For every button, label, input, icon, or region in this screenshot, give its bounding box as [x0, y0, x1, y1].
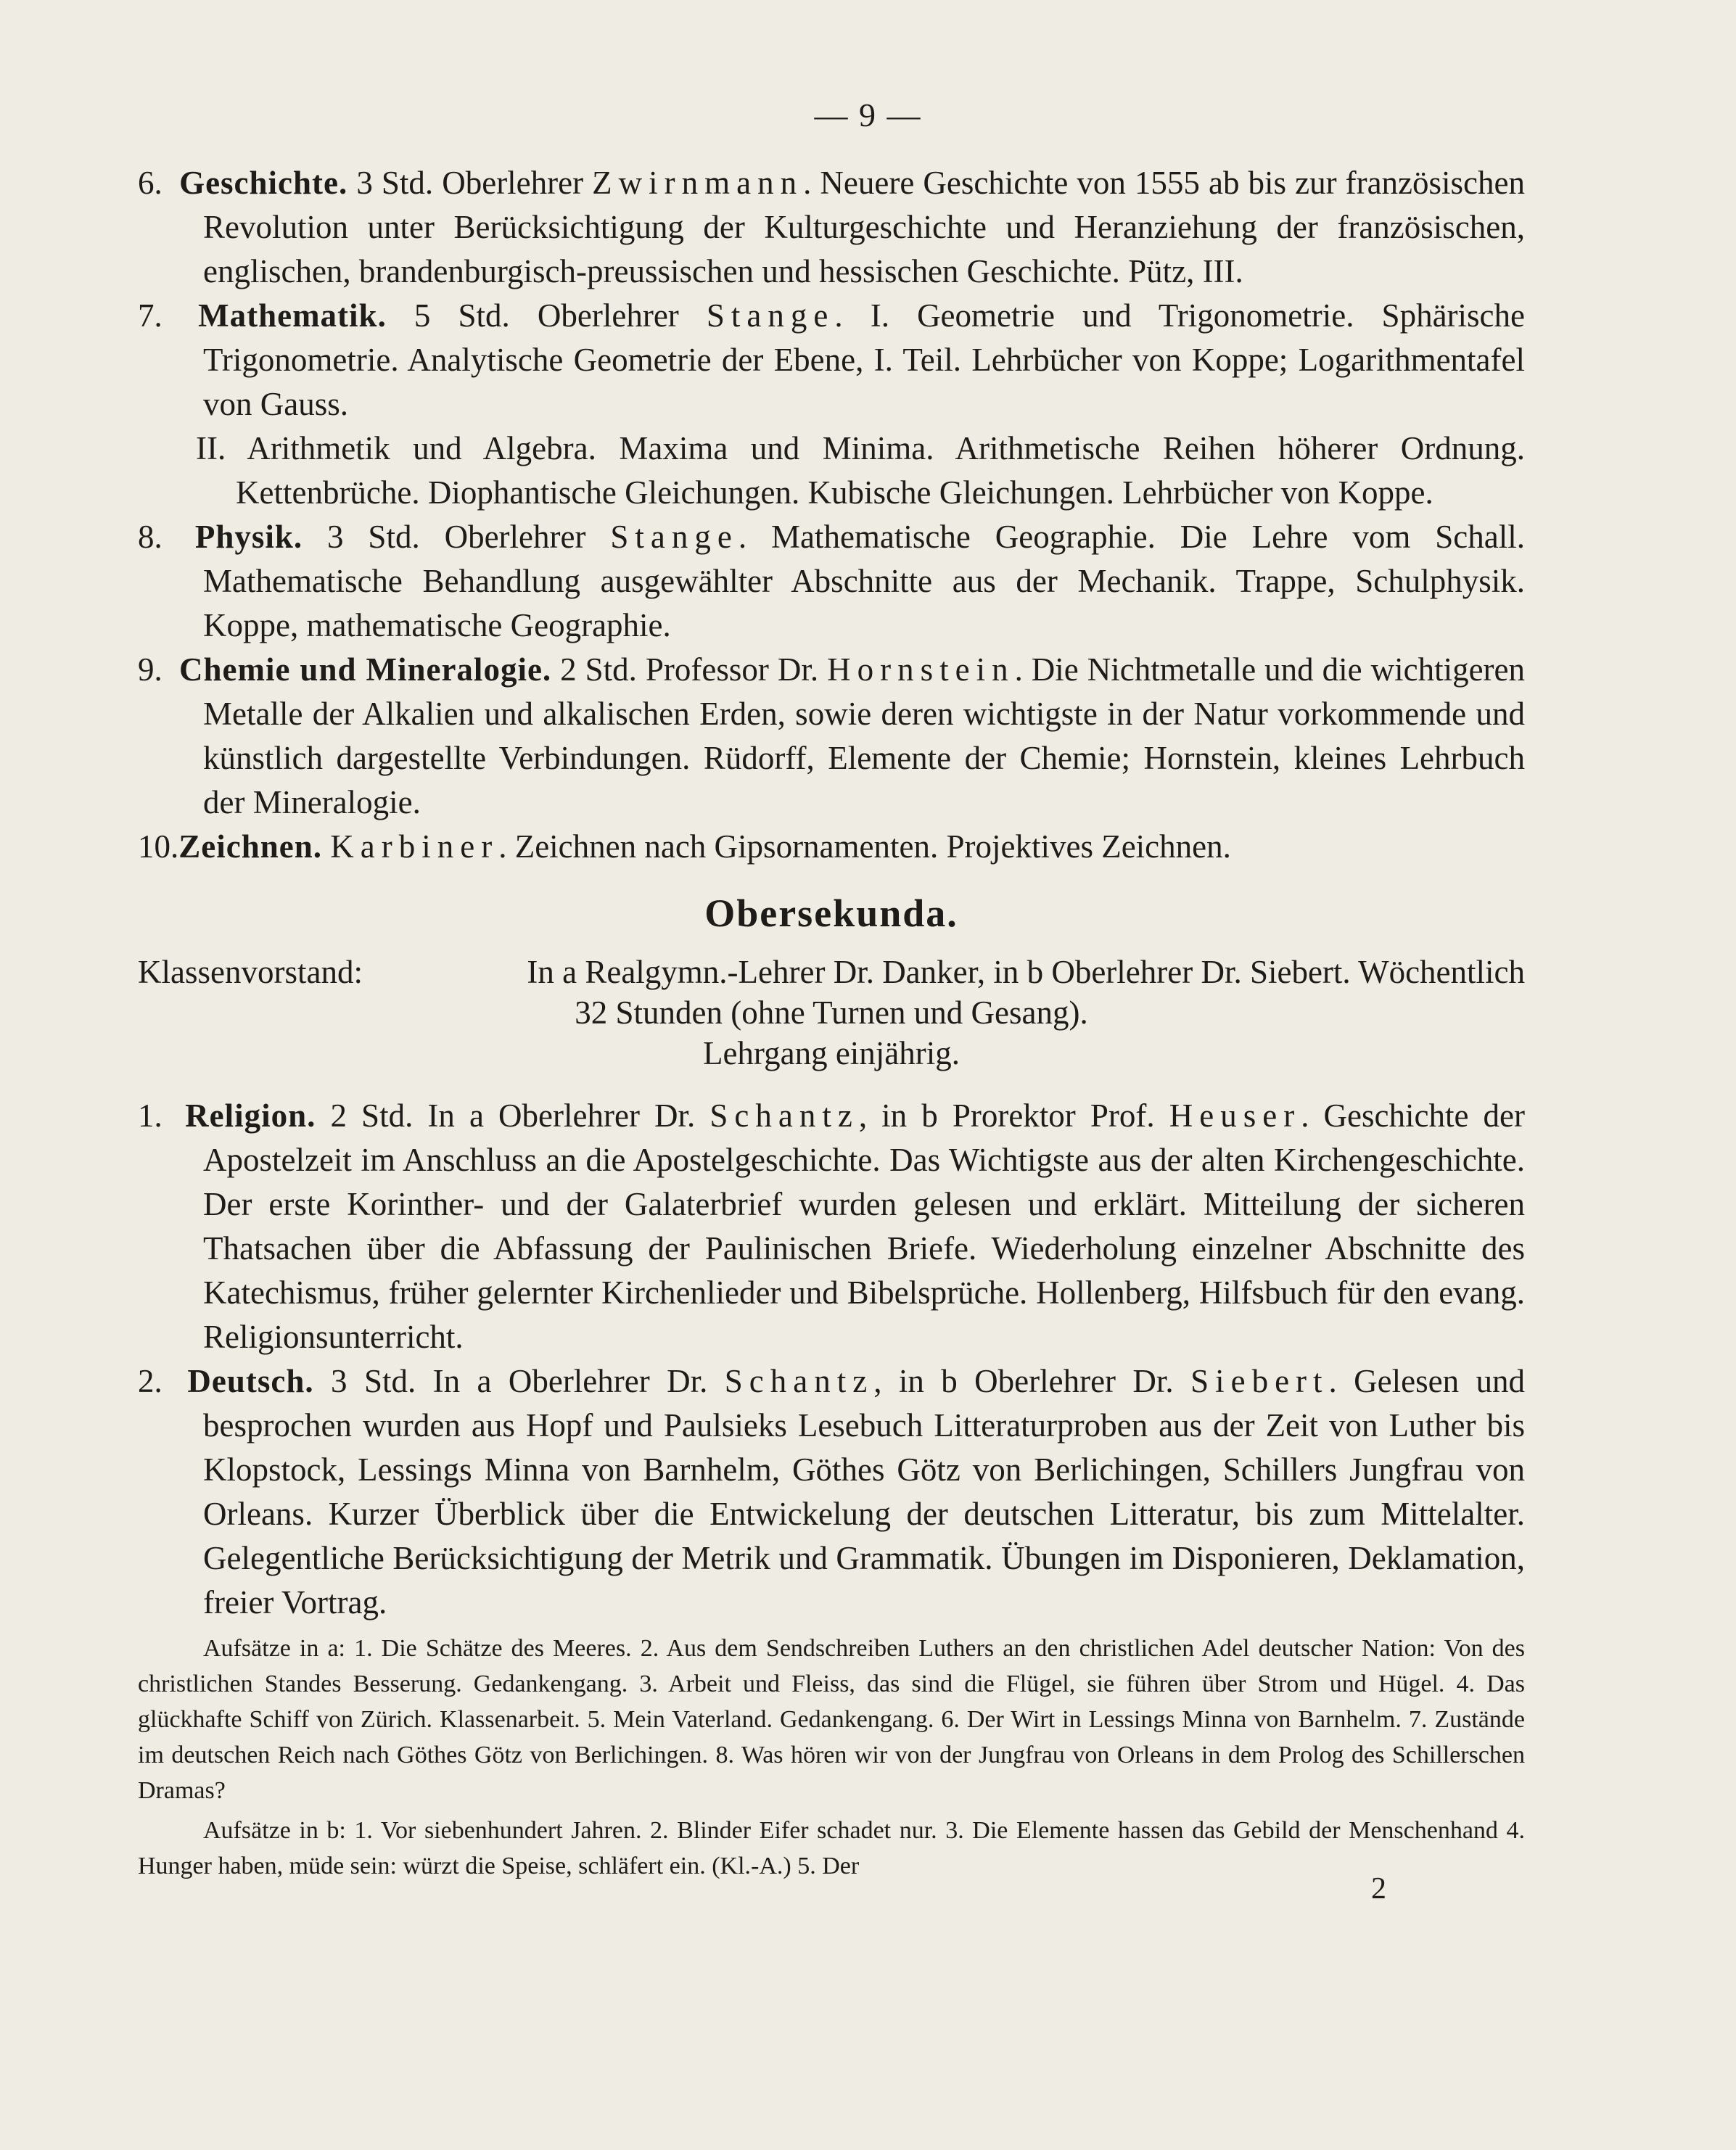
aufsaetze-a-note: Aufsätze in a: 1. Die Schätze des Meeres. 2. Aus dem Sendschreiben Luthers an den christlichen Adel deutscher Nation: Von des christlichen Standes Besserung. Gedankengang. 3. Arbeit und Fleiss, das sind die Flügel, sie führen über Strom und Hügel. 4. Das glückhafte Schiff von Zürich. Klassenarbeit. 5. Mein Vaterland. Gedankengang. 6. Der Wirt in Lessings Minna von Barnhelm. 7. Zustände im deutschen Reich nach Göthes Götz von Berlichingen. 8. Was hören wir von der Jungfrau von Orleans in dem Prolog des Schillerschen Dramas?: [138, 1635, 1525, 1804]
entry-text: 5 Std. Oberlehrer: [386, 297, 707, 334]
entry-text: , in b Prorektor Prof.: [858, 1097, 1169, 1134]
entry-number: 10.: [138, 828, 179, 865]
teacher-name: Karbiner: [330, 828, 499, 865]
teacher-name: Stange: [706, 297, 835, 334]
aufsaetze-b-note: Aufsätze in b: 1. Vor siebenhundert Jahren. 2. Blinder Eifer schadet nur. 3. Die Elemente hassen das Gebild der Menschenhand 4. Hunger haben, müde sein: würzt die Speise, schläfert ein. (Kl.-A.) 5. Der: [138, 1817, 1525, 1879]
klassenvorstand-text: In a Realgymn.-Lehrer Dr. Danker, in b Oberlehrer Dr. Siebert. Wöchentlich: [527, 954, 1525, 990]
entry-text: . Mathematische Geographie. Die Lehre vom Schall. Mathematische Behandlung ausgewählter Abschnitte aus der Mechanik. Trappe, Schulphysik. Koppe, mathematische Geographie.: [203, 519, 1525, 643]
entry-deutsch: [138, 1359, 1525, 1625]
entry-subject: Physik.: [194, 519, 303, 555]
entry-subject: Deutsch.: [187, 1363, 314, 1399]
section-heading: Obersekunda.: [704, 891, 958, 935]
lehrgang-line: Lehrgang einjährig.: [702, 1035, 960, 1071]
teacher-name: Heuser: [1169, 1097, 1301, 1134]
entry-text: . Gelesen und besprochen wurden aus Hopf und Paulsieks Lesebuch Litteraturproben aus der Zeit von Luther bis Klopstock, Lessings Minna von Barnhelm, Göthes Götz von Berlichingen, Schillers Jungfrau von Orleans. Kurzer Überblick über die Entwickelung der deutschen Litteratur, bis zum Mittelalter. Gelegentliche Berücksichtigung der Metrik und Grammatik. Übungen im Disponieren, Deklamation, freier Vortrag.: [203, 1363, 1525, 1620]
entry-number: 2.: [138, 1363, 163, 1399]
entry-subject: Religion.: [185, 1097, 316, 1134]
entry-religion: [138, 1094, 1525, 1359]
entry-text: . Die Nichtmetalle und die wichtigeren Metalle der Alkalien und alkalischen Erden, sowie deren wichtigste in der Natur vorkommende und künstlich dargestellte Verbindungen. Rüdorff, Elemente der Chemie; Hornstein, kleines Lehrbuch der Mineralogie.: [203, 651, 1526, 820]
entry-subject: Mathematik.: [198, 297, 387, 334]
entry-geschichte: [138, 161, 1525, 294]
entry-number: 1.: [138, 1097, 163, 1134]
klassenvorstand-line: [138, 952, 1525, 992]
teacher-name: Siebert: [1190, 1363, 1329, 1399]
entry-number: 6.: [138, 165, 163, 201]
entry-text: 3 Std. Oberlehrer: [347, 165, 593, 201]
teacher-name: Stange: [610, 519, 739, 555]
entry-text: II. Arithmetik und Algebra. Maxima und Minima. Arithmetische Reihen höherer Ordnung. Kettenbrüche. Diophantische Gleichungen. Kubische Gleichungen. Lehrbücher von Koppe.: [196, 430, 1525, 511]
entry-chemie: [138, 648, 1525, 825]
klassenvorstand-label: Klassenvorstand:: [138, 954, 363, 990]
entry-mathematik-part2: [138, 427, 1525, 515]
entry-text: . Geschichte der Apostelzeit im Anschluss an die Apostelgeschichte. Das Wichtigste aus der alten Kirchengeschichte. Der erste Korinther- und der Galaterbrief wurden gelesen und erklärt. Mitteilung der sicheren Thatsachen über die Abfassung der Paulinischen Briefe. Wiederholung einzelner Abschnitte des Katechismus, früher gelernter Kirchenlieder und Bibelsprüche. Hollenberg, Hilfsbuch für den evang. Religionsunterricht.: [203, 1097, 1525, 1355]
entry-zeichnen: [138, 825, 1525, 869]
page-number: — 9 —: [814, 96, 922, 133]
entry-subject: Chemie und Mineralogie.: [178, 651, 552, 688]
entry-text: . Zeichnen nach Gipsornamenten. Projektives Zeichnen.: [498, 828, 1231, 865]
stunden-line: 32 Stunden (ohne Turnen und Gesang).: [575, 994, 1088, 1031]
signature-mark: 2: [1371, 1872, 1386, 1906]
entry-number: 8.: [138, 519, 163, 555]
entry-text: 2 Std. Professor Dr.: [551, 651, 828, 688]
entry-text: . Neuere Geschichte von 1555 ab bis zur französischen Revolution unter Berücksichtigung der Kulturgeschichte und Heranziehung der französischen, englischen, brandenburgisch-preussischen und hessischen Geschichte. Pütz, III.: [203, 165, 1526, 289]
teacher-name: Hornstein: [827, 651, 1015, 688]
entry-mathematik: [138, 294, 1525, 427]
entry-text: [322, 828, 330, 865]
klassenvorstand-block: [138, 952, 1525, 1074]
teacher-name: Zwirnmann: [592, 165, 804, 201]
entry-text: 3 Std. In a Oberlehrer Dr.: [313, 1363, 725, 1399]
entry-subject: Geschichte.: [179, 165, 348, 201]
entry-text: . I. Geometrie und Trigonometrie. Sphärische Trigonometrie. Analytische Geometrie der Ebene, I. Teil. Lehrbücher von Koppe; Logarithmentafel von Gauss.: [203, 297, 1525, 422]
entry-physik: [138, 515, 1525, 648]
entry-text: , in b Oberlehrer Dr.: [873, 1363, 1191, 1399]
teacher-name: Schantz: [724, 1363, 874, 1399]
entry-text: 3 Std. Oberlehrer: [303, 519, 611, 555]
entry-number: 7.: [138, 297, 163, 334]
section-1: [138, 161, 1525, 1884]
entry-text: 2 Std. In a Oberlehrer Dr.: [316, 1097, 710, 1134]
teacher-name: Schantz: [709, 1097, 859, 1134]
entry-subject: Zeichnen.: [178, 828, 323, 865]
entry-number: 9.: [138, 651, 163, 688]
